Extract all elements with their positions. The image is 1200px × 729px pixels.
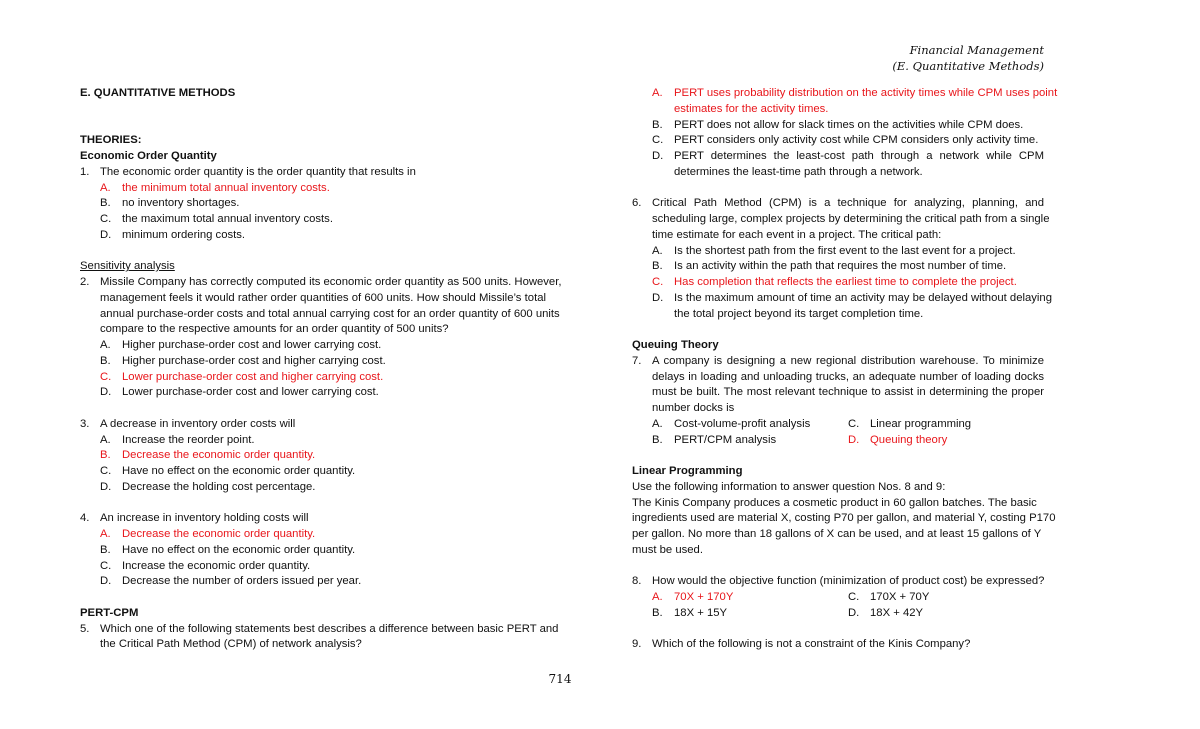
q1-option-b: B. no inventory shortages.	[100, 197, 240, 210]
q8-options-row-1	[632, 590, 1044, 606]
q7-line-3: must be built. The most relevant technique to assist in determining the proper	[652, 386, 1044, 399]
q3-option-d: D. Decrease the holding cost percentage.	[100, 480, 316, 493]
q6-line-2: scheduling large, complex projects by determining the critical path from a single	[652, 213, 1050, 225]
page-number: 714	[548, 672, 572, 686]
q5-option-a-cont: estimates for the activity times.	[674, 102, 829, 115]
q8-option-b: B. 18X + 15Y	[652, 606, 728, 619]
section-title: E. QUANTITATIVE METHODS	[80, 87, 236, 99]
lp-intro: Use the following information to answer question Nos. 8 and 9:	[632, 480, 946, 493]
q2-line-3: annual purchase-order costs and total annual carrying cost for an order quantity of 600 units	[100, 307, 560, 320]
q7-option-a: A. Cost-volume-profit analysis	[652, 417, 811, 430]
q3-option-a: A. Increase the reorder point.	[100, 433, 255, 446]
q5-option-b: B. PERT does not allow for slack times on the activities while CPM does.	[652, 118, 1024, 131]
lp-line-3: per gallon. No more than 18 gallons of X can be used, and at least 15 gallons of Y	[632, 528, 1042, 540]
sensitivity-heading: Sensitivity analysis	[80, 260, 175, 273]
q7-options-row-1	[632, 417, 1044, 433]
linear-programming-heading: Linear Programming	[632, 465, 743, 477]
theories-heading: THEORIES:	[80, 134, 142, 147]
question-3: 3. A decrease in inventory order costs will	[80, 417, 296, 430]
q7-options-row-2	[632, 433, 1044, 449]
q7-option-d: D. Queuing theory	[848, 433, 948, 446]
question-4: 4. An increase in inventory holding costs will	[80, 512, 309, 525]
q1-option-a: A. the minimum total annual inventory costs.	[100, 181, 330, 194]
q1-option-d: D. minimum ordering costs.	[100, 228, 246, 241]
lp-line-2: ingredients used are material X, costing P70 per gallon, and material Y, costing P170	[632, 512, 1056, 525]
q5-option-c: C. PERT considers only activity cost while CPM considers only activity time.	[652, 134, 1039, 147]
q2-option-d: D. Lower purchase-order cost and lower carrying cost.	[100, 386, 379, 399]
queuing-heading: Queuing Theory	[632, 339, 719, 351]
q6-option-a: A. Is the shortest path from the first event to the last event for a project.	[652, 244, 1016, 257]
q4-option-d: D. Decrease the number of orders issued per year.	[100, 575, 362, 588]
q5-option-d-cont: determines the least-time path through a network.	[674, 165, 923, 178]
q7-line-4: number docks is	[652, 402, 735, 414]
q5-line-2: the Critical Path Method (CPM) of network analysis?	[100, 638, 362, 651]
q5-option-a: A. PERT uses probability distribution on the activity times while CPM uses point	[652, 87, 1058, 99]
q6-option-d-cont: the total project beyond its target completion time.	[674, 307, 924, 320]
q3-option-c: C. Have no effect on the economic order quantity.	[100, 465, 356, 477]
q6-option-c: C. Has completion that reflects the earliest time to complete the project.	[652, 276, 1017, 288]
running-header	[892, 42, 1044, 74]
q6-option-d: D. Is the maximum amount of time an activity may be delayed without delaying	[652, 291, 1052, 304]
q2-option-b: B. Higher purchase-order cost and higher carrying cost.	[100, 354, 386, 367]
q1-option-c: C. the maximum total annual inventory costs.	[100, 213, 333, 225]
q4-option-c: C. Increase the economic order quantity.	[100, 559, 311, 572]
question-5: 5. Which one of the following statements best describes a difference between basic PERT and	[80, 622, 559, 635]
q5-option-d: D. PERT determines the least-cost path through a network while CPM	[652, 150, 1044, 162]
header-subtitle: (E. Quantitative Methods)	[892, 59, 1044, 73]
lp-line-1: The Kinis Company produces a cosmetic product in 60 gallon batches. The basic	[632, 496, 1037, 509]
pert-cpm-heading: PERT-CPM	[80, 606, 139, 619]
lp-line-4: must be used.	[632, 543, 703, 556]
q2-option-c: C. Lower purchase-order cost and higher carrying cost.	[100, 370, 384, 383]
header-title: Financial Management	[909, 43, 1044, 57]
q8-option-a: A. 70X + 170Y	[652, 591, 734, 603]
left-column	[80, 86, 562, 653]
question-6: 6. Critical Path Method (CPM) is a technique for analyzing, planning, and	[632, 197, 1044, 210]
right-column	[632, 86, 1058, 653]
q2-line-2: management feels it would rather order quantities of 600 units. How should Missile’s total	[100, 291, 546, 304]
q4-option-b: B. Have no effect on the economic order quantity.	[100, 543, 356, 556]
q7-option-c: C. Linear programming	[848, 417, 972, 430]
q8-option-c: C. 170X + 70Y	[848, 591, 930, 603]
q6-option-b: B. Is an activity within the path that requires the most number of time.	[652, 260, 1007, 273]
q7-line-2: delays in loading and unloading trucks, an adequate number of loading docks	[652, 370, 1044, 383]
eoq-heading: Economic Order Quantity	[80, 150, 217, 162]
question-8: 8. How would the objective function (minimization of product cost) be expressed?	[632, 575, 1045, 588]
question-2: 2. Missile Company has correctly computed its economic order quantity as 500 units. However,	[80, 276, 562, 288]
question-9: 9. Which of the following is not a constraint of the Kinis Company?	[632, 638, 971, 651]
question-7: 7. A company is designing a new regional distribution warehouse. To minimize	[632, 354, 1044, 367]
q6-line-3: time estimate for each event in a project. The critical path:	[652, 228, 942, 241]
q2-option-a: A. Higher purchase-order cost and lower carrying cost.	[100, 339, 382, 351]
question-1: 1. The economic order quantity is the order quantity that results in	[80, 165, 416, 178]
q4-option-a: A. Decrease the economic order quantity.	[100, 528, 316, 540]
q8-option-d: D. 18X + 42Y	[848, 606, 924, 619]
q2-line-4: compare to the respective amounts for an order quantity of 500 units?	[100, 323, 449, 336]
q7-option-b: B. PERT/CPM analysis	[652, 433, 777, 446]
q3-option-b: B. Decrease the economic order quantity.	[100, 449, 316, 462]
q8-options-row-2	[632, 606, 1044, 622]
